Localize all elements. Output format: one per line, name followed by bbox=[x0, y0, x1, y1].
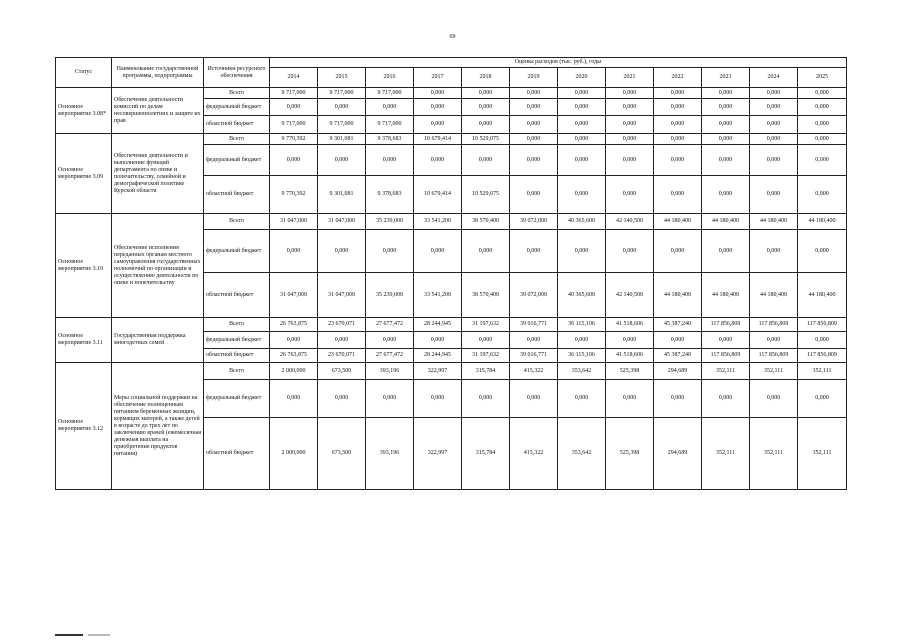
header-status: Статус bbox=[56, 58, 112, 88]
row-status: Основное мероприятие 3.11 bbox=[56, 318, 112, 363]
value-cell: 44 180,400 bbox=[798, 214, 847, 230]
value-cell: 0,000 bbox=[462, 380, 510, 418]
row-source: федеральный бюджет bbox=[204, 380, 270, 418]
value-cell: 0,000 bbox=[414, 380, 462, 418]
row-source: Всего bbox=[204, 363, 270, 380]
value-cell: 0,000 bbox=[798, 99, 847, 116]
value-cell: 0,000 bbox=[510, 380, 558, 418]
table-row bbox=[56, 214, 847, 230]
value-cell: 39 016,771 bbox=[510, 318, 558, 332]
value-cell: 0,000 bbox=[750, 116, 798, 134]
value-cell: 36 115,106 bbox=[558, 318, 606, 332]
header-year: 2025 bbox=[798, 68, 847, 88]
page-number: 69 bbox=[449, 34, 456, 40]
value-cell: 352,111 bbox=[798, 363, 847, 380]
value-cell: 117 856,809 bbox=[702, 318, 750, 332]
value-cell: 0,000 bbox=[798, 230, 847, 273]
value-cell: 0,000 bbox=[750, 230, 798, 273]
value-cell: 10 679,414 bbox=[414, 134, 462, 145]
row-program-name: Обеспечение деятельности и выполнение функций департамента по опеке и попечительству, семейной и демографической политике Курской области bbox=[112, 134, 204, 214]
value-cell: 352,111 bbox=[798, 418, 847, 490]
value-cell: 9 717,000 bbox=[366, 88, 414, 99]
value-cell: 38 570,400 bbox=[462, 273, 510, 318]
value-cell: 28 244,945 bbox=[414, 349, 462, 363]
value-cell: 0,000 bbox=[606, 230, 654, 273]
value-cell: 0,000 bbox=[510, 332, 558, 349]
value-cell: 45 387,240 bbox=[654, 349, 702, 363]
value-cell: 23 670,071 bbox=[318, 349, 366, 363]
value-cell: 0,000 bbox=[270, 99, 318, 116]
value-cell: 0,000 bbox=[462, 99, 510, 116]
value-cell: 294,689 bbox=[654, 418, 702, 490]
value-cell: 0,000 bbox=[558, 332, 606, 349]
value-cell: 0,000 bbox=[462, 332, 510, 349]
value-cell: 9 717,000 bbox=[318, 116, 366, 134]
value-cell: 0,000 bbox=[318, 99, 366, 116]
value-cell: 0,000 bbox=[558, 99, 606, 116]
value-cell: 35 239,000 bbox=[366, 214, 414, 230]
value-cell: 0,000 bbox=[654, 176, 702, 214]
header-year: 2019 bbox=[510, 68, 558, 88]
value-cell: 0,000 bbox=[606, 145, 654, 176]
row-source: федеральный бюджет bbox=[204, 145, 270, 176]
row-program-name: Обеспечение деятельности комиссий по делам несовершеннолетних и защите их прав bbox=[112, 88, 204, 134]
value-cell: 353,642 bbox=[558, 363, 606, 380]
header-year: 2016 bbox=[366, 68, 414, 88]
value-cell: 0,000 bbox=[702, 134, 750, 145]
header-year: 2024 bbox=[750, 68, 798, 88]
row-source: областной бюджет bbox=[204, 418, 270, 490]
value-cell: 0,000 bbox=[366, 380, 414, 418]
value-cell: 0,000 bbox=[750, 380, 798, 418]
value-cell: 9 301,081 bbox=[318, 176, 366, 214]
value-cell: 393,196 bbox=[366, 418, 414, 490]
header-name: Наименование государственной программы, подпрограммы bbox=[112, 58, 204, 88]
value-cell: 2 000,000 bbox=[270, 363, 318, 380]
value-cell: 23 670,071 bbox=[318, 318, 366, 332]
value-cell: 42 140,500 bbox=[606, 214, 654, 230]
row-status: Основное мероприятие 3.10 bbox=[56, 214, 112, 318]
value-cell: 0,000 bbox=[798, 116, 847, 134]
value-cell: 45 387,240 bbox=[654, 318, 702, 332]
row-source: Всего bbox=[204, 88, 270, 99]
value-cell: 0,000 bbox=[558, 134, 606, 145]
value-cell: 9 770,392 bbox=[270, 176, 318, 214]
row-source: областной бюджет bbox=[204, 176, 270, 214]
value-cell: 315,784 bbox=[462, 418, 510, 490]
header-year: 2018 bbox=[462, 68, 510, 88]
value-cell: 9 717,000 bbox=[318, 88, 366, 99]
value-cell: 44 180,400 bbox=[750, 214, 798, 230]
value-cell: 2 000,000 bbox=[270, 418, 318, 490]
value-cell: 0,000 bbox=[270, 145, 318, 176]
value-cell: 0,000 bbox=[702, 230, 750, 273]
value-cell: 33 541,200 bbox=[414, 214, 462, 230]
value-cell: 322,997 bbox=[414, 363, 462, 380]
row-source: областной бюджет bbox=[204, 116, 270, 134]
row-program-name: Меры социальной поддержки на обеспечение полноценным питанием беременных женщин, кормящих матерей, а также детей в возрасте до трех лет по заключению врачей (ежемесячная денежная выплата на приобретение продуктов питания) bbox=[112, 363, 204, 490]
value-cell: 44 180,400 bbox=[750, 273, 798, 318]
value-cell: 28 244,945 bbox=[414, 318, 462, 332]
value-cell: 352,111 bbox=[702, 363, 750, 380]
value-cell: 0,000 bbox=[798, 145, 847, 176]
value-cell: 352,111 bbox=[750, 363, 798, 380]
value-cell: 39 016,771 bbox=[510, 349, 558, 363]
value-cell: 0,000 bbox=[702, 116, 750, 134]
value-cell: 10 679,414 bbox=[414, 176, 462, 214]
value-cell: 40 365,600 bbox=[558, 214, 606, 230]
value-cell: 0,000 bbox=[366, 145, 414, 176]
value-cell: 0,000 bbox=[702, 176, 750, 214]
value-cell: 0,000 bbox=[702, 99, 750, 116]
value-cell: 0,000 bbox=[558, 176, 606, 214]
value-cell: 0,000 bbox=[654, 380, 702, 418]
value-cell: 0,000 bbox=[366, 99, 414, 116]
value-cell: 0,000 bbox=[558, 88, 606, 99]
row-program-name: Обеспечение исполнения переданных органам местного самоуправления государственных полномочий по организации и осуществлению деятельности по опеке и попечительству bbox=[112, 214, 204, 318]
value-cell: 0,000 bbox=[366, 230, 414, 273]
value-cell: 0,000 bbox=[270, 230, 318, 273]
row-source: Всего bbox=[204, 214, 270, 230]
value-cell: 0,000 bbox=[606, 134, 654, 145]
value-cell: 0,000 bbox=[510, 134, 558, 145]
value-cell: 525,398 bbox=[606, 418, 654, 490]
value-cell: 0,000 bbox=[606, 99, 654, 116]
value-cell: 0,000 bbox=[318, 380, 366, 418]
value-cell: 0,000 bbox=[558, 230, 606, 273]
value-cell: 322,997 bbox=[414, 418, 462, 490]
value-cell: 39 072,000 bbox=[510, 273, 558, 318]
value-cell: 0,000 bbox=[606, 116, 654, 134]
value-cell: 0,000 bbox=[462, 230, 510, 273]
value-cell: 117 856,809 bbox=[750, 349, 798, 363]
value-cell: 0,000 bbox=[270, 380, 318, 418]
value-cell: 0,000 bbox=[702, 88, 750, 99]
value-cell: 0,000 bbox=[318, 332, 366, 349]
value-cell: 0,000 bbox=[654, 99, 702, 116]
value-cell: 0,000 bbox=[318, 145, 366, 176]
table-row bbox=[56, 318, 847, 332]
value-cell: 294,689 bbox=[654, 363, 702, 380]
value-cell: 9 717,000 bbox=[270, 88, 318, 99]
value-cell: 0,000 bbox=[750, 145, 798, 176]
value-cell: 31 047,000 bbox=[270, 214, 318, 230]
value-cell: 0,000 bbox=[798, 380, 847, 418]
table-row bbox=[56, 88, 847, 99]
value-cell: 0,000 bbox=[510, 99, 558, 116]
table-row bbox=[56, 363, 847, 380]
value-cell: 352,111 bbox=[750, 418, 798, 490]
value-cell: 673,500 bbox=[318, 418, 366, 490]
value-cell: 0,000 bbox=[702, 145, 750, 176]
value-cell: 0,000 bbox=[414, 332, 462, 349]
value-cell: 41 518,606 bbox=[606, 318, 654, 332]
value-cell: 0,000 bbox=[750, 99, 798, 116]
value-cell: 0,000 bbox=[366, 332, 414, 349]
value-cell: 0,000 bbox=[462, 145, 510, 176]
row-status: Основное мероприятие 3.12 bbox=[56, 363, 112, 490]
value-cell: 27 677,472 bbox=[366, 349, 414, 363]
value-cell: 0,000 bbox=[318, 230, 366, 273]
row-source: федеральный бюджет bbox=[204, 230, 270, 273]
value-cell: 38 570,400 bbox=[462, 214, 510, 230]
value-cell: 42 140,500 bbox=[606, 273, 654, 318]
value-cell: 0,000 bbox=[750, 88, 798, 99]
value-cell: 44 180,400 bbox=[798, 273, 847, 318]
value-cell: 31 047,000 bbox=[318, 214, 366, 230]
value-cell: 0,000 bbox=[558, 116, 606, 134]
row-source: областной бюджет bbox=[204, 349, 270, 363]
value-cell: 0,000 bbox=[414, 230, 462, 273]
header-year: 2023 bbox=[702, 68, 750, 88]
value-cell: 0,000 bbox=[798, 134, 847, 145]
value-cell: 0,000 bbox=[798, 332, 847, 349]
header-year: 2021 bbox=[606, 68, 654, 88]
value-cell: 415,322 bbox=[510, 418, 558, 490]
value-cell: 0,000 bbox=[798, 88, 847, 99]
value-cell: 35 239,000 bbox=[366, 273, 414, 318]
value-cell: 0,000 bbox=[702, 380, 750, 418]
value-cell: 117 856,809 bbox=[702, 349, 750, 363]
value-cell: 0,000 bbox=[558, 380, 606, 418]
value-cell: 31 047,000 bbox=[318, 273, 366, 318]
value-cell: 0,000 bbox=[654, 88, 702, 99]
value-cell: 0,000 bbox=[510, 116, 558, 134]
value-cell: 0,000 bbox=[654, 230, 702, 273]
header-year: 2014 bbox=[270, 68, 318, 88]
value-cell: 352,111 bbox=[702, 418, 750, 490]
value-cell: 0,000 bbox=[510, 176, 558, 214]
value-cell: 31 197,632 bbox=[462, 318, 510, 332]
value-cell: 0,000 bbox=[606, 380, 654, 418]
value-cell: 40 365,600 bbox=[558, 273, 606, 318]
value-cell: 10 529,075 bbox=[462, 176, 510, 214]
value-cell: 117 856,809 bbox=[750, 318, 798, 332]
header-estimate: Оценка расходов (тыс. руб.), годы bbox=[270, 58, 847, 68]
value-cell: 0,000 bbox=[750, 134, 798, 145]
value-cell: 9 770,392 bbox=[270, 134, 318, 145]
value-cell: 0,000 bbox=[654, 116, 702, 134]
row-status: Основное мероприятие 3.09 bbox=[56, 134, 112, 214]
row-source: федеральный бюджет bbox=[204, 332, 270, 349]
row-source: областной бюджет bbox=[204, 273, 270, 318]
value-cell: 0,000 bbox=[462, 116, 510, 134]
value-cell: 26 763,875 bbox=[270, 318, 318, 332]
header-year: 2020 bbox=[558, 68, 606, 88]
value-cell: 0,000 bbox=[654, 332, 702, 349]
value-cell: 0,000 bbox=[606, 88, 654, 99]
value-cell: 415,322 bbox=[510, 363, 558, 380]
value-cell: 44 180,400 bbox=[702, 214, 750, 230]
value-cell: 10 529,075 bbox=[462, 134, 510, 145]
table-row bbox=[56, 134, 847, 145]
value-cell: 39 072,000 bbox=[510, 214, 558, 230]
value-cell: 9 717,000 bbox=[270, 116, 318, 134]
value-cell: 41 518,606 bbox=[606, 349, 654, 363]
budget-table bbox=[55, 57, 847, 490]
value-cell: 0,000 bbox=[510, 145, 558, 176]
value-cell: 0,000 bbox=[606, 176, 654, 214]
value-cell: 0,000 bbox=[414, 145, 462, 176]
value-cell: 9 378,683 bbox=[366, 134, 414, 145]
value-cell: 117 856,809 bbox=[798, 349, 847, 363]
row-source: Всего bbox=[204, 134, 270, 145]
value-cell: 0,000 bbox=[654, 134, 702, 145]
value-cell: 0,000 bbox=[798, 176, 847, 214]
value-cell: 0,000 bbox=[750, 176, 798, 214]
value-cell: 9 301,081 bbox=[318, 134, 366, 145]
value-cell: 0,000 bbox=[750, 332, 798, 349]
value-cell: 31 197,632 bbox=[462, 349, 510, 363]
row-status: Основное мероприятие 3.08* bbox=[56, 88, 112, 134]
value-cell: 36 115,106 bbox=[558, 349, 606, 363]
value-cell: 9 378,683 bbox=[366, 176, 414, 214]
value-cell: 393,196 bbox=[366, 363, 414, 380]
value-cell: 0,000 bbox=[654, 145, 702, 176]
value-cell: 26 763,875 bbox=[270, 349, 318, 363]
row-source: Всего bbox=[204, 318, 270, 332]
row-source: федеральный бюджет bbox=[204, 99, 270, 116]
value-cell: 673,500 bbox=[318, 363, 366, 380]
value-cell: 0,000 bbox=[270, 332, 318, 349]
value-cell: 0,000 bbox=[414, 116, 462, 134]
value-cell: 0,000 bbox=[558, 145, 606, 176]
value-cell: 0,000 bbox=[462, 88, 510, 99]
header-sources: Источники ресурсного обеспечения bbox=[204, 58, 270, 88]
header-year: 2017 bbox=[414, 68, 462, 88]
footer-line-faint bbox=[88, 634, 110, 636]
value-cell: 353,642 bbox=[558, 418, 606, 490]
row-program-name: Государственная поддержка многодетных семей bbox=[112, 318, 204, 363]
value-cell: 33 541,200 bbox=[414, 273, 462, 318]
footer-line bbox=[55, 634, 83, 636]
value-cell: 44 180,400 bbox=[654, 273, 702, 318]
value-cell: 0,000 bbox=[414, 99, 462, 116]
value-cell: 0,000 bbox=[606, 332, 654, 349]
value-cell: 9 717,000 bbox=[366, 116, 414, 134]
value-cell: 117 856,809 bbox=[798, 318, 847, 332]
value-cell: 44 180,400 bbox=[654, 214, 702, 230]
value-cell: 0,000 bbox=[510, 88, 558, 99]
value-cell: 31 047,000 bbox=[270, 273, 318, 318]
value-cell: 0,000 bbox=[414, 88, 462, 99]
value-cell: 27 677,472 bbox=[366, 318, 414, 332]
header-year: 2015 bbox=[318, 68, 366, 88]
header-year: 2022 bbox=[654, 68, 702, 88]
value-cell: 315,784 bbox=[462, 363, 510, 380]
value-cell: 525,398 bbox=[606, 363, 654, 380]
value-cell: 0,000 bbox=[702, 332, 750, 349]
value-cell: 44 180,400 bbox=[702, 273, 750, 318]
value-cell: 0,000 bbox=[510, 230, 558, 273]
